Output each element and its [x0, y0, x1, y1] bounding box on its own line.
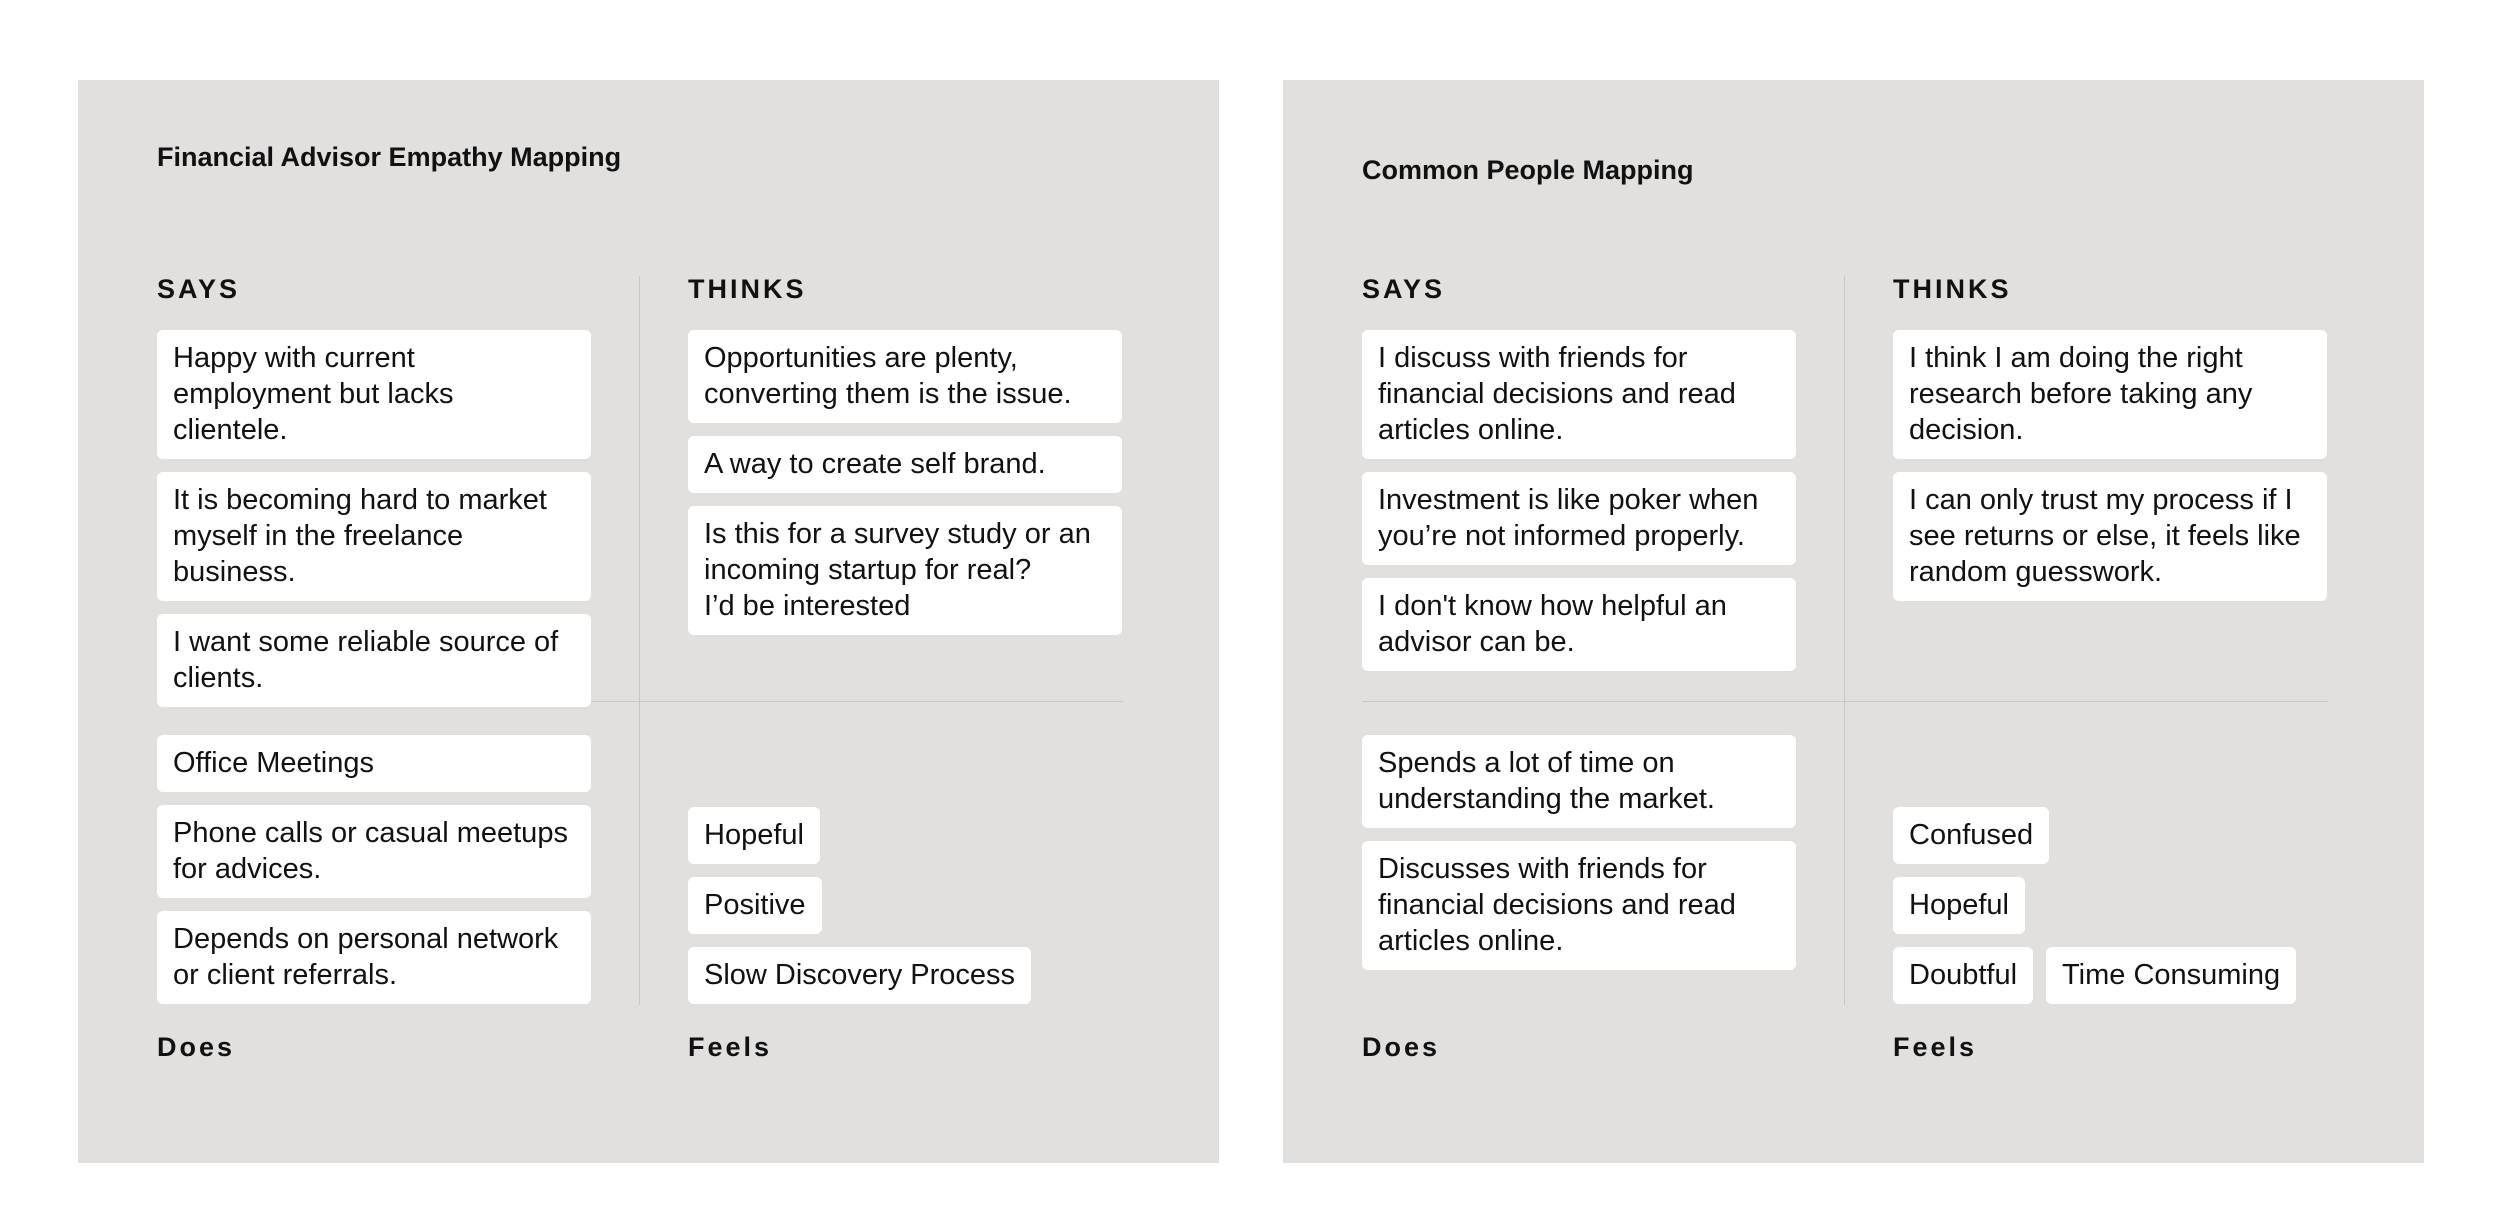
feeling-chip[interactable]: Confused — [1893, 807, 2049, 864]
quadrant-divider-vertical — [1844, 276, 1845, 1005]
says-label: SAYS — [157, 274, 241, 304]
quadrant-divider-horizontal — [1362, 701, 2328, 702]
sticky-note[interactable]: Phone calls or casual meetups for advices. — [157, 805, 591, 898]
feeling-chip[interactable]: Positive — [688, 877, 822, 934]
common-people-map — [1283, 80, 2424, 1163]
sticky-note[interactable]: A way to create self brand. — [688, 436, 1122, 493]
sticky-note[interactable]: I want some reliable source of clients. — [157, 614, 591, 707]
sticky-note[interactable]: I discuss with friends for financial decisions and read articles online. — [1362, 330, 1796, 459]
thinks-label: THINKS — [1893, 274, 2012, 304]
sticky-note[interactable]: Investment is like poker when you’re not informed properly. — [1362, 472, 1796, 565]
sticky-note[interactable]: It is becoming hard to market myself in the freelance business. — [157, 472, 591, 601]
sticky-note[interactable]: Office Meetings — [157, 735, 591, 792]
feeling-chip[interactable]: Hopeful — [688, 807, 820, 864]
does-label: Does — [157, 1032, 236, 1062]
feels-label: Feels — [688, 1032, 773, 1062]
does-notes — [1362, 735, 1796, 970]
sticky-note[interactable]: I can only trust my process if I see returns or else, it feels like random guesswork. — [1893, 472, 2327, 601]
financial-advisor-map — [78, 80, 1219, 1163]
map-title: Financial Advisor Empathy Mapping — [157, 142, 622, 172]
sticky-note[interactable]: Is this for a survey study or an incoming startup for real? I’d be interested — [688, 506, 1122, 635]
feeling-chip[interactable]: Slow Discovery Process — [688, 947, 1031, 1004]
thinks-notes — [1893, 330, 2327, 601]
feeling-chip[interactable]: Time Consuming — [2046, 947, 2296, 1004]
sticky-note[interactable]: Spends a lot of time on understanding the market. — [1362, 735, 1796, 828]
feels-notes — [688, 807, 1122, 1004]
thinks-notes — [688, 330, 1122, 635]
feeling-chip[interactable]: Hopeful — [1893, 877, 2025, 934]
sticky-note[interactable]: Happy with current employment but lacks clientele. — [157, 330, 591, 459]
sticky-note[interactable]: Opportunities are plenty, converting them is the issue. — [688, 330, 1122, 423]
map-title: Common People Mapping — [1362, 155, 1694, 185]
says-notes — [157, 330, 591, 707]
does-label: Does — [1362, 1032, 1441, 1062]
feels-notes — [1893, 807, 2327, 1004]
feeling-chip[interactable]: Doubtful — [1893, 947, 2033, 1004]
feels-label: Feels — [1893, 1032, 1978, 1062]
thinks-label: THINKS — [688, 274, 807, 304]
says-notes — [1362, 330, 1796, 671]
does-notes — [157, 735, 591, 1004]
sticky-note[interactable]: I think I am doing the right research before taking any decision. — [1893, 330, 2327, 459]
quadrant-divider-vertical — [639, 276, 640, 1005]
says-label: SAYS — [1362, 274, 1446, 304]
sticky-note[interactable]: I don't know how helpful an advisor can be. — [1362, 578, 1796, 671]
sticky-note[interactable]: Discusses with friends for financial decisions and read articles online. — [1362, 841, 1796, 970]
sticky-note[interactable]: Depends on personal network or client referrals. — [157, 911, 591, 1004]
